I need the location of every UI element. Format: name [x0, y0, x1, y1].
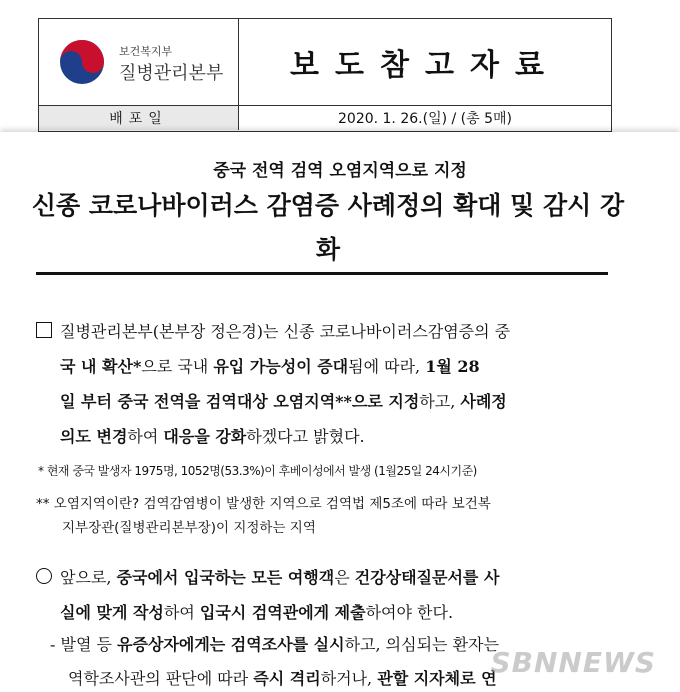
p3-b: 유증상자에게는 검역조사를 실시: [117, 635, 345, 654]
p1-i: 사례정: [460, 392, 507, 411]
p2-h: 하여야 한다.: [365, 603, 454, 622]
p1-g: 일 부터 중국 전역을 검역대상 오염지역**으로 지정: [60, 392, 420, 411]
title-rule: [36, 272, 608, 275]
p1-f: 1월 28: [425, 357, 480, 376]
p2-c: 은: [334, 568, 355, 587]
p1-a: 질병관리본부(본부장 정은경)는 신종 코로나바이러스감염증의 중: [60, 322, 511, 341]
distribution-label: 배포일: [39, 106, 239, 130]
distribution-row: [39, 105, 611, 131]
p1-d: 유입 가능성이 증대: [213, 357, 349, 376]
doc-type-cell: [239, 19, 611, 105]
p3-f: 하거나,: [320, 669, 378, 688]
p1-c: 으로 국내: [141, 357, 214, 376]
p1-b: 국 내 확산*: [60, 357, 142, 376]
p3-c: 하고, 의심되는 환자는: [344, 635, 499, 654]
p2-e: 실에 맞게 작성: [60, 603, 164, 622]
article-card: [0, 132, 680, 692]
footnote-1: * 현재 중국 발생자 1975명, 1052명(53.3%)이 후베이성에서 발생 (1월25일 24시기준): [38, 464, 477, 478]
distribution-value: 2020. 1. 26.(일) / (총 5매): [338, 111, 512, 127]
footnote-2: [36, 492, 616, 540]
footnote-2-line-2: 지부장관(질병관리본부장)이 지정하는 지역: [62, 520, 316, 536]
doc-type-title: 보도참고자료: [290, 48, 560, 83]
circle-bullet-icon: [36, 568, 52, 584]
article-subtitle: 중국 전역 검역 오염지역으로 지정: [213, 161, 467, 181]
p2-f: 하여: [163, 603, 200, 622]
p3-d: 역학조사관의 판단에 따라: [68, 669, 254, 688]
taegeuk-logo-icon: [59, 39, 105, 85]
p2-line-2: [36, 595, 616, 630]
p2-a: 앞으로,: [60, 568, 117, 587]
header-table: [38, 18, 612, 132]
p2-g: 입국시 검역관에게 제출: [199, 603, 366, 622]
paragraph-2: [36, 560, 616, 630]
p1-j: 의도 변경: [60, 427, 128, 446]
footnote-2-line-1: ** 오염지역이란? 검역감염병이 발생한 지역으로 검역법 제5조에 따라 보건복: [36, 496, 491, 512]
logo-cell: [39, 19, 239, 105]
p1-line-4: [36, 419, 616, 454]
news-watermark: SBNNEWS: [490, 646, 656, 679]
p1-m: 하겠다고 밝혔다.: [246, 427, 365, 446]
p1-h: 하고,: [419, 392, 461, 411]
p1-k: 하여: [127, 427, 164, 446]
p1-line-2: [36, 349, 616, 384]
article-headline: 신종 코로나바이러스 감염증 사례정의 확대 및 감시 강화: [31, 191, 625, 264]
p3-a: - 발열 등: [50, 635, 118, 654]
p3-e: 즉시 격리: [253, 669, 321, 688]
p2-d: 건강상태질문서를 사: [354, 568, 500, 587]
p2-b: 중국에서 입국하는 모든 여행객: [116, 568, 335, 587]
agency-name: 질병관리본부: [119, 63, 224, 84]
p1-line-3: [36, 384, 616, 419]
p3-g: 관할 지자체로 연: [377, 669, 497, 688]
checkbox-bullet-icon: [36, 322, 52, 338]
p1-e: 됨에 따라,: [348, 357, 426, 376]
ministry-name: 보건복지부: [119, 45, 173, 58]
paragraph-1: [36, 314, 616, 454]
p1-l: 대응을 강화: [163, 427, 247, 446]
